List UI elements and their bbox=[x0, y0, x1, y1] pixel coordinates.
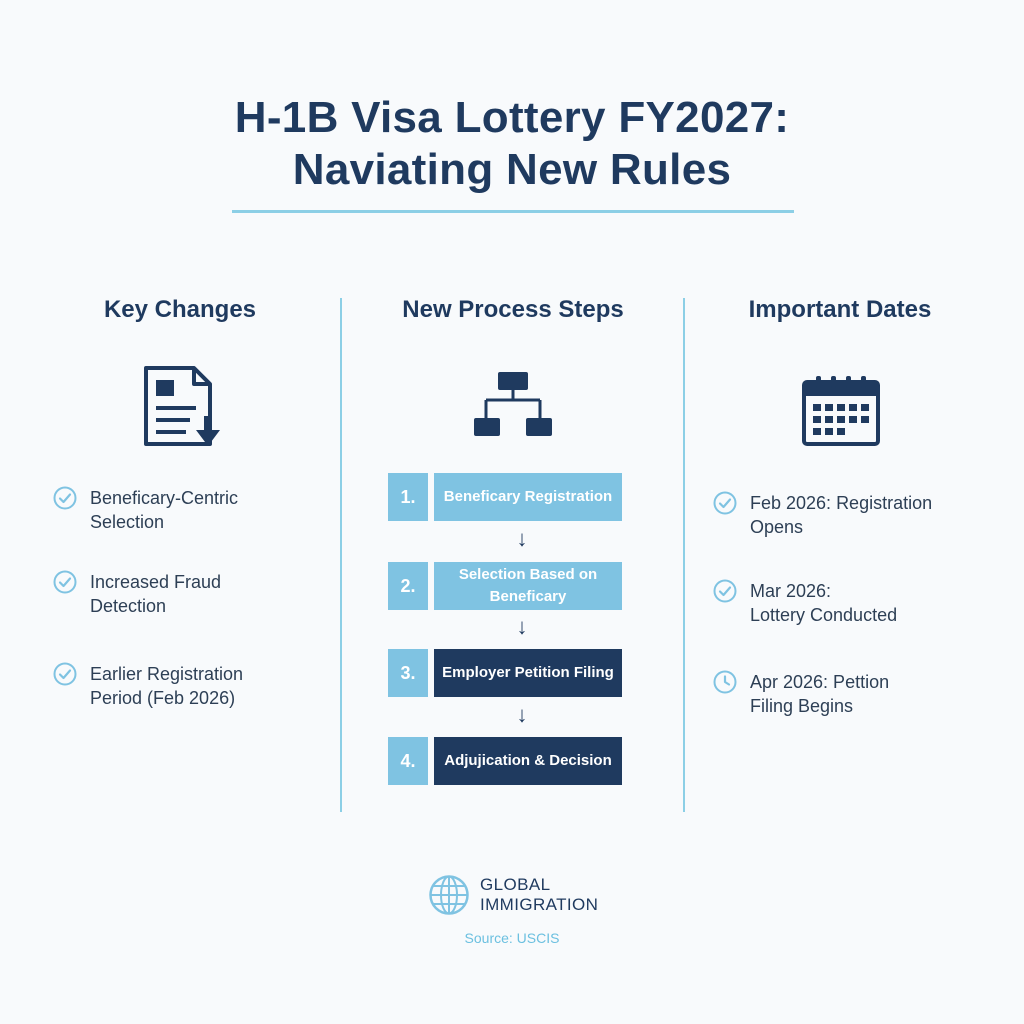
key-change-line: Period (Feb 2026) bbox=[90, 688, 236, 708]
step-number: 2. bbox=[388, 562, 428, 610]
source-note: Source: USCIS bbox=[464, 930, 560, 946]
date-line: Mar 2026: bbox=[750, 581, 832, 601]
important-dates-heading: Important Dates bbox=[748, 296, 932, 323]
key-change-line: Increased Fraud bbox=[90, 572, 222, 592]
key-change-line: Selection bbox=[90, 512, 165, 532]
down-arrow-icon: ↓ bbox=[516, 526, 528, 551]
check-circle-icon bbox=[52, 485, 78, 511]
globe-icon bbox=[428, 874, 470, 916]
document-download-icon bbox=[140, 364, 226, 450]
process-step bbox=[388, 737, 622, 785]
key-change-item bbox=[52, 570, 221, 618]
check-circle-icon bbox=[712, 578, 738, 604]
brand-logo bbox=[428, 874, 598, 916]
step-label-line: Beneficary Registration bbox=[443, 488, 613, 505]
key-change-item bbox=[52, 662, 243, 710]
title-underline bbox=[232, 210, 794, 213]
key-changes-heading: Key Changes bbox=[103, 296, 257, 323]
date-line: Lottery Conducted bbox=[750, 605, 898, 625]
process-step bbox=[388, 473, 622, 521]
check-circle-icon bbox=[712, 490, 738, 516]
step-label-line: Selection Based on bbox=[458, 566, 598, 583]
check-circle-icon bbox=[52, 569, 78, 595]
date-line: Filing Begins bbox=[750, 696, 854, 716]
step-number: 1. bbox=[388, 473, 428, 521]
key-change-item bbox=[52, 486, 238, 534]
brand-name-line: GLOBAL bbox=[480, 875, 551, 894]
calendar-icon bbox=[800, 374, 882, 446]
date-item bbox=[712, 579, 897, 627]
down-arrow-icon: ↓ bbox=[516, 702, 528, 727]
process-step bbox=[388, 562, 622, 610]
step-label bbox=[434, 737, 622, 785]
title-line-1: H-1B Visa Lottery FY2027: bbox=[234, 93, 790, 142]
down-arrow-icon: ↓ bbox=[516, 614, 528, 639]
step-label-line: Beneficary bbox=[489, 588, 567, 605]
title-line-2: Naviating New Rules bbox=[292, 145, 732, 194]
column-divider-right bbox=[683, 298, 685, 812]
step-label-line: Employer Petition Filing bbox=[442, 664, 614, 681]
step-number: 4. bbox=[388, 737, 428, 785]
step-number: 3. bbox=[388, 649, 428, 697]
date-line: Apr 2026: Pettion bbox=[750, 672, 890, 692]
date-item bbox=[712, 670, 889, 718]
column-divider-left bbox=[340, 298, 342, 812]
date-item bbox=[712, 491, 932, 539]
date-line: Opens bbox=[750, 517, 804, 537]
step-label bbox=[434, 649, 622, 697]
date-line: Feb 2026: Registration bbox=[750, 493, 933, 513]
key-change-line: Beneficary-Centric bbox=[90, 488, 239, 508]
key-change-line: Detection bbox=[90, 596, 167, 616]
check-circle-icon bbox=[52, 661, 78, 687]
process-steps-heading: New Process Steps bbox=[402, 296, 624, 323]
process-step bbox=[388, 649, 622, 697]
page-title bbox=[0, 92, 1024, 196]
step-label bbox=[434, 562, 622, 610]
step-label bbox=[434, 473, 622, 521]
clock-icon bbox=[712, 669, 738, 695]
brand-name-line: IMMIGRATION bbox=[480, 895, 599, 914]
flowchart-icon bbox=[472, 370, 554, 438]
key-change-line: Earlier Registration bbox=[90, 664, 244, 684]
step-label-line: Adjujication & Decision bbox=[444, 752, 612, 769]
